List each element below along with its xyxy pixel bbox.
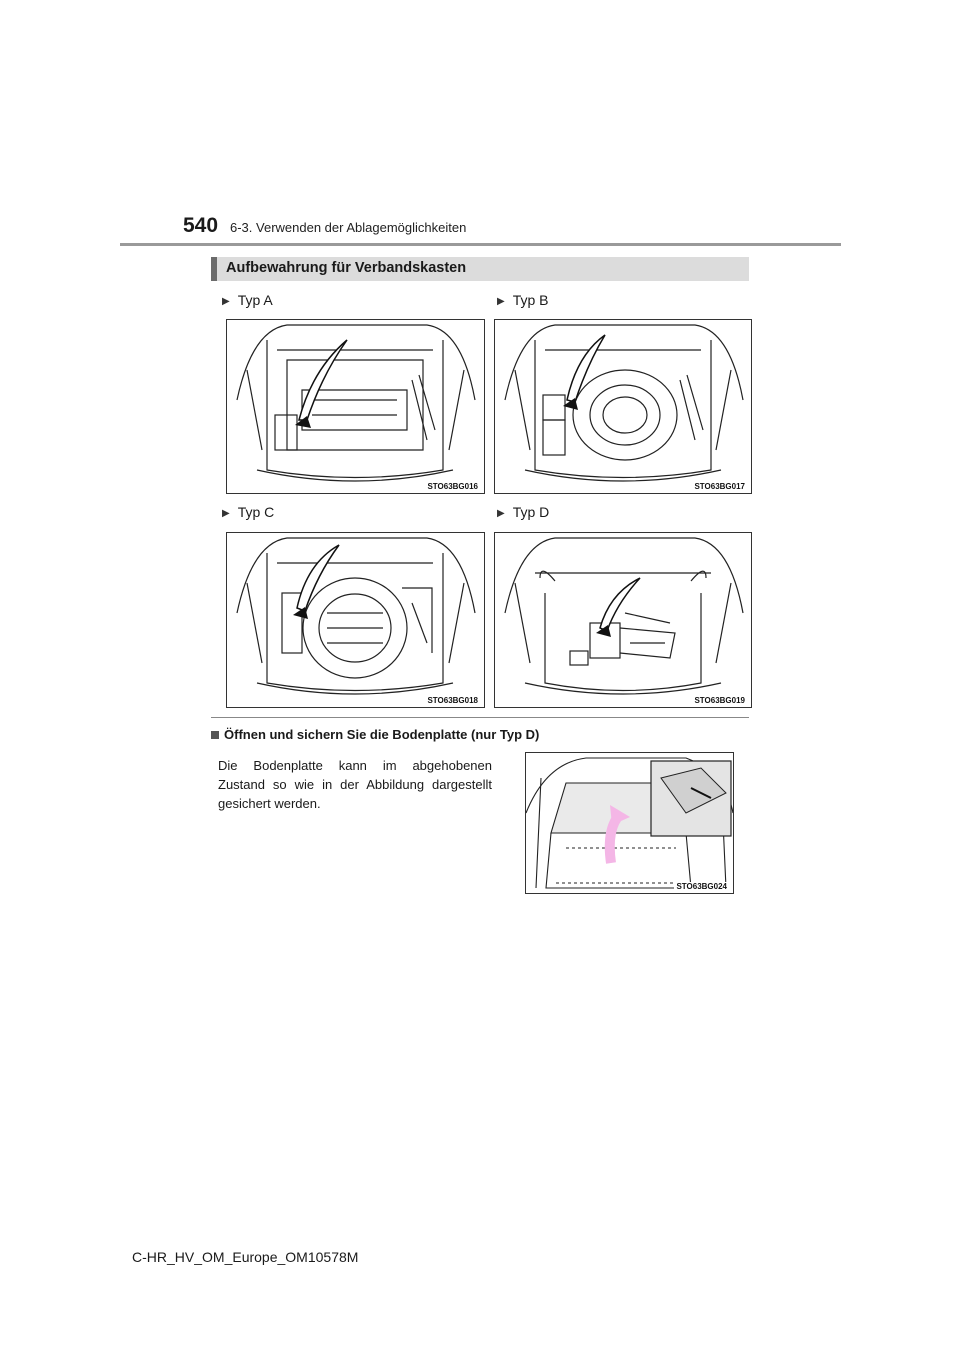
- trunk-illustration-typ-d: [495, 533, 751, 707]
- bullet-triangle-icon: ▶: [497, 296, 505, 307]
- figure-label-typ-d: ▶ Typ D: [497, 504, 550, 520]
- figure-code: STO63BG016: [427, 482, 478, 491]
- section-title: Aufbewahrung für Verbandskasten: [226, 260, 467, 276]
- trunk-illustration-typ-a: [227, 320, 484, 493]
- bullet-square-icon: [211, 731, 219, 739]
- subsection-body: Die Bodenplatte kann im abgehobenen Zustand so wie in der Abbildung dargestellt gesichert werden.: [218, 758, 492, 811]
- figure-typ-c: [226, 532, 485, 708]
- trunk-illustration-typ-c: [227, 533, 484, 707]
- figure-typ-b: [494, 319, 752, 494]
- figure-label-typ-a: ▶ Typ A: [222, 292, 273, 308]
- figure-code: STO63BG018: [427, 696, 478, 705]
- floor-board-illustration: [526, 753, 733, 893]
- breadcrumb: 6-3. Verwenden der Ablagemöglichkeiten: [230, 220, 467, 235]
- document-id: C-HR_HV_OM_Europe_OM10578M: [132, 1249, 359, 1265]
- figure-typ-a: [226, 319, 485, 494]
- bullet-triangle-icon: ▶: [497, 508, 505, 519]
- figure-floor-board: [525, 752, 734, 894]
- figure-code: STO63BG017: [694, 482, 745, 491]
- bullet-triangle-icon: ▶: [222, 508, 230, 519]
- bullet-triangle-icon: ▶: [222, 296, 230, 307]
- subsection-heading: Öffnen und sichern Sie die Bodenplatte (nur Typ D): [211, 727, 539, 742]
- figure-code: STO63BG024: [676, 882, 727, 891]
- page-number: 540: [183, 214, 219, 237]
- figure-label-typ-c: ▶ Typ C: [222, 504, 275, 520]
- figure-label-typ-b: ▶ Typ B: [497, 292, 549, 308]
- figure-code: STO63BG019: [694, 696, 745, 705]
- section-title-bar: [211, 257, 749, 281]
- section-divider: [211, 717, 749, 718]
- section-accent: [211, 257, 217, 281]
- figure-typ-d: [494, 532, 752, 708]
- header-divider: [120, 243, 841, 246]
- trunk-illustration-typ-b: [495, 320, 751, 493]
